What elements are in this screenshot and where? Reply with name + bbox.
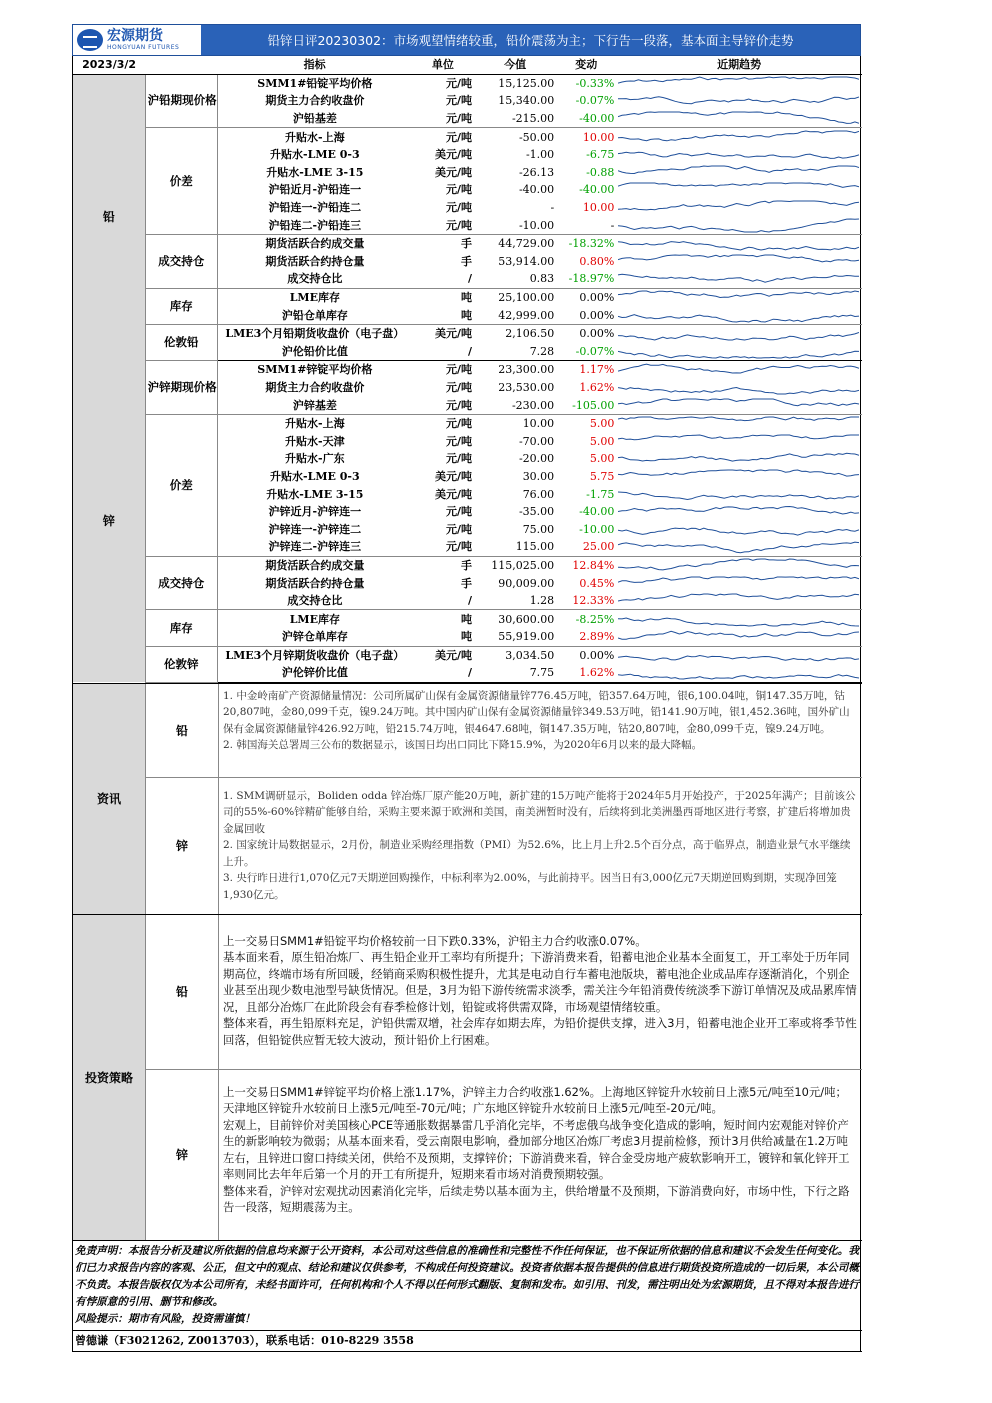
- value-cell: 44,729.00: [498, 237, 555, 251]
- value-cell: 90,009.00: [498, 576, 555, 590]
- indicator-cell: LME3个月锌期货收盘价（电子盘）: [225, 648, 405, 662]
- value-cell: 10.00: [522, 417, 555, 431]
- change-cell: 2.89%: [556, 628, 616, 646]
- trend-sparkline: [616, 592, 862, 610]
- trend-header: 近期趋势: [616, 56, 862, 74]
- sparkline-svg: [618, 557, 859, 574]
- sparkline-svg: [618, 217, 859, 234]
- indicator-cell: 期货活跃合约成交量: [265, 237, 365, 251]
- change-cell: -40.00: [556, 110, 616, 128]
- change-cell: -0.07%: [556, 343, 616, 361]
- indicator-cell: LME库存: [289, 291, 340, 305]
- change-cell: 12.84%: [572, 558, 615, 572]
- unit-cell: 元/吨: [445, 417, 472, 431]
- value-cell: 15,340.00: [498, 94, 555, 108]
- sparkline-svg: [618, 468, 859, 485]
- news-section: [73, 683, 862, 914]
- value-cell: 2,106.50: [505, 327, 555, 341]
- news-label: 资讯: [73, 684, 146, 914]
- strategy-lead-label: 铅: [146, 915, 219, 1069]
- unit-cell: 元/吨: [445, 434, 472, 448]
- change-cell: 1.17%: [579, 363, 615, 377]
- unit-cell: 元/吨: [412, 216, 474, 234]
- indicator-cell: 沪伦锌价比值: [217, 664, 411, 682]
- table-row: [73, 74, 862, 92]
- unit-cell: 手: [460, 254, 472, 268]
- unit-cell: 吨: [460, 612, 472, 626]
- indicator-cell: 升贴水-LME 3-15: [266, 165, 364, 179]
- trend-sparkline: [616, 520, 862, 538]
- change-cell: -18.32%: [568, 237, 615, 251]
- value-cell: 30.00: [522, 469, 555, 483]
- unit-cell: 元/吨: [445, 505, 472, 519]
- value-cell: -35.00: [518, 505, 555, 519]
- indicator-cell: 沪锌近月-沪锌连一: [268, 505, 362, 519]
- indicator-cell: 升贴水-上海: [285, 417, 345, 431]
- indicator-cell: 升贴水-LME 0-3: [270, 148, 360, 162]
- change-header: 变动: [556, 56, 616, 74]
- logo-emblem-icon: [77, 29, 103, 51]
- trend-sparkline: [616, 610, 862, 628]
- unit-cell: 吨: [460, 291, 472, 305]
- value-cell: 76.00: [522, 487, 555, 501]
- trend-sparkline: [616, 361, 862, 379]
- unit-cell: 元/吨: [445, 522, 472, 536]
- trend-sparkline: [616, 199, 862, 217]
- trend-sparkline: [616, 306, 862, 324]
- value-cell: 15,125.00: [498, 76, 555, 90]
- indicator-cell: 成交持仓比: [217, 270, 411, 288]
- news-lead-paragraph: 2. 韩国海关总署周三公布的数据显示，该国日均出口同比下降15.9%，为2020年6月以来的最大降幅。: [223, 739, 703, 752]
- report-header: [72, 24, 861, 56]
- indicator-cell: 沪铅仓单库存: [217, 306, 411, 324]
- news-zinc-label: 锌: [146, 778, 219, 914]
- change-cell: 0.00%: [579, 327, 615, 341]
- unit-cell: 吨: [412, 628, 474, 646]
- sparkline-svg: [618, 647, 859, 664]
- strategy-zinc-row: [146, 1070, 862, 1240]
- change-cell: -105.00: [556, 396, 616, 414]
- news-zinc-paragraph: 2. 国家统计局数据显示，2月份，制造业采购经理指数（PMI）为52.6%，比上月上升2.5个百分点，高于临界点，制造业景气水平继续上升。: [223, 839, 851, 868]
- change-cell: 0.45%: [579, 576, 615, 590]
- indicator-cell: 期货主力合约收盘价: [265, 380, 365, 394]
- unit-cell: 元/吨: [412, 538, 474, 556]
- change-cell: 0.80%: [579, 254, 615, 268]
- strategy-lead-text: [219, 915, 862, 1069]
- change-cell: -10.00: [579, 522, 615, 536]
- change-cell: -8.25%: [575, 612, 615, 626]
- indicator-cell: 沪锌连一-沪锌连二: [268, 522, 362, 536]
- change-cell: 5.00: [589, 434, 615, 448]
- change-cell: -6.75: [586, 148, 615, 162]
- unit-cell: 美元/吨: [434, 487, 472, 501]
- sparkline-svg: [618, 253, 859, 270]
- indicator-cell: LME库存: [289, 612, 340, 626]
- sparkline-svg: [618, 628, 859, 645]
- value-cell: 7.28: [474, 343, 556, 361]
- group-label: 沪铅期现价格: [145, 74, 217, 128]
- table-row: [73, 324, 862, 342]
- unit-cell: 美元/吨: [434, 648, 472, 662]
- unit-cell: 元/吨: [412, 396, 474, 414]
- trend-sparkline: [616, 234, 862, 252]
- indicator-cell: 期货活跃合约持仓量: [265, 576, 365, 590]
- change-cell: 0.00%: [579, 648, 615, 662]
- change-cell: -40.00: [579, 505, 615, 519]
- trend-sparkline: [616, 181, 862, 199]
- sparkline-svg: [618, 611, 859, 628]
- indicator-cell: 升贴水-LME 0-3: [270, 469, 360, 483]
- value-header: 今值: [474, 56, 556, 74]
- unit-cell: 美元/吨: [434, 327, 472, 341]
- value-cell: -215.00: [474, 110, 556, 128]
- trend-sparkline: [616, 538, 862, 556]
- trend-sparkline: [616, 216, 862, 234]
- change-cell: -0.07%: [575, 94, 615, 108]
- sparkline-svg: [618, 664, 859, 681]
- change-cell: -0.88: [586, 165, 615, 179]
- value-cell: -70.00: [518, 434, 555, 448]
- sparkline-svg: [618, 129, 859, 146]
- data-table: [73, 56, 862, 683]
- change-cell: 5.75: [589, 469, 615, 483]
- section-label: 锌: [73, 361, 145, 683]
- indicator-cell: 沪锌仓单库存: [217, 628, 411, 646]
- indicator-cell: 升贴水-广东: [285, 452, 345, 466]
- company-logo: [73, 25, 201, 55]
- unit-cell: 手: [460, 558, 472, 572]
- value-cell: 115,025.00: [491, 558, 555, 572]
- group-label: 沪锌期现价格: [145, 361, 217, 415]
- unit-cell: 元/吨: [412, 110, 474, 128]
- strategy-zinc-text: [219, 1070, 862, 1240]
- news-lead-text: [219, 684, 862, 777]
- sparkline-svg: [618, 235, 859, 252]
- trend-sparkline: [616, 556, 862, 574]
- indicator-cell: SMM1#锌锭平均价格: [257, 363, 373, 377]
- unit-cell: 元/吨: [445, 130, 472, 144]
- trend-sparkline: [616, 646, 862, 664]
- strategy-lead-paragraph: 基本面来看，原生铅冶炼厂、再生铅企业开工率均有所提升；下游消费来看，铅蓄电池企业基本全面复工，开工率处于历年同期高位，终端市场有所回暖，经销商采购积极性提升，尤其是电动自行车蓄电池版块，蓄电池企业成品库存逐渐消化，个别企业甚至出现少数电池型号缺货情况。但是，3月为铅下游传统需求淡季，需关注今年铅消费传统淡季下游订单情况及成品累库情况，且部分冶炼厂在此阶段会有春季检修计划，铅锭或将供需双降，市场观望情绪较重。: [223, 950, 857, 1014]
- indicator-cell: SMM1#铅锭平均价格: [257, 76, 373, 90]
- strategy-label: 投资策略: [73, 915, 146, 1240]
- trend-sparkline: [616, 503, 862, 521]
- indicator-cell: 沪锌基差: [217, 396, 411, 414]
- risk-warning: 风险提示：期市有风险，投资需谨慎！: [75, 1312, 256, 1325]
- group-label: 伦敦锌: [145, 646, 217, 682]
- unit-cell: 元/吨: [445, 363, 472, 377]
- strategy-zinc-paragraph: 整体来看，沪锌对宏观扰动因素消化完毕，后续走势以基本面为主，供给增量不及预期，下游消费向好，市场中性，下行之路告一段落，短期震荡为主。: [223, 1183, 850, 1215]
- sparkline-svg: [618, 397, 859, 414]
- value-cell: 25,100.00: [498, 291, 555, 305]
- change-cell: 0.00%: [579, 291, 615, 305]
- unit-cell: 美元/吨: [434, 148, 472, 162]
- value-cell: 0.83: [474, 270, 556, 288]
- change-cell: -: [556, 216, 616, 234]
- trend-sparkline: [616, 450, 862, 468]
- table-row: [73, 414, 862, 432]
- news-zinc-row: [146, 778, 862, 914]
- value-cell: 115.00: [474, 538, 556, 556]
- value-cell: -: [550, 201, 555, 215]
- sparkline-svg: [618, 538, 859, 555]
- change-cell: 10.00: [582, 201, 615, 215]
- group-label: 价差: [145, 128, 217, 235]
- section-label: 铅: [73, 74, 145, 361]
- table-row: [73, 361, 862, 379]
- sparkline-svg: [618, 521, 859, 538]
- value-cell: 1.28: [474, 592, 556, 610]
- strategy-zinc-label: 锌: [146, 1070, 219, 1240]
- strategy-lead-paragraph: 上一交易日SMM1#铅锭平均价格较前一日下跌0.33%，沪铅主力合约收涨0.07%。: [223, 933, 647, 948]
- disclaimer-text: 免责声明：本报告分析及建议所依据的信息均来源于公开资料，本公司对这些信息的准确性和完整性不作任何保证，也不保证所依据的信息和建议不会发生任何变化。我们已力求报告内容的客观、公正，但文中的观点、结论和建议仅供参考，不构成任何投资建议。投资者依据本报告提供的信息进行期货投资所造成的一切后果，本公司概不负责。本报告版权仅为本公司所有，未经书面许可，任何机构和个人不得以任何形式翻版、复制和发布。如引用、刊发，需注明出处为宏源期货，且不得对本报告进行有悖原意的引用、删节和修改。: [75, 1244, 859, 1308]
- sparkline-svg: [618, 110, 859, 127]
- indicator-cell: 升贴水-LME 3-15: [266, 487, 364, 501]
- unit-cell: 元/吨: [445, 76, 472, 90]
- sparkline-svg: [618, 92, 859, 109]
- unit-cell: 元/吨: [445, 452, 472, 466]
- value-cell: 3,034.50: [505, 648, 555, 662]
- indicator-cell: 期货活跃合约成交量: [265, 558, 365, 572]
- disclaimer: [73, 1240, 862, 1330]
- sparkline-svg: [618, 289, 859, 306]
- unit-cell: /: [412, 343, 474, 361]
- value-cell: 75.00: [522, 522, 555, 536]
- trend-sparkline: [616, 574, 862, 592]
- change-cell: -1.75: [586, 487, 615, 501]
- trend-sparkline: [616, 253, 862, 271]
- date-header: 2023/3/2: [73, 56, 145, 74]
- unit-header: 单位: [412, 56, 474, 74]
- indicator-cell: 沪伦铅价比值: [217, 343, 411, 361]
- indicator-cell: 沪铅连一-沪铅连二: [268, 201, 362, 215]
- sparkline-svg: [618, 592, 859, 609]
- change-cell: 1.62%: [579, 380, 615, 394]
- trend-sparkline: [616, 379, 862, 397]
- trend-sparkline: [616, 343, 862, 361]
- trend-sparkline: [616, 432, 862, 450]
- change-cell: 10.00: [582, 130, 615, 144]
- trend-sparkline: [616, 110, 862, 128]
- group-label: 价差: [145, 414, 217, 556]
- table-row: [73, 288, 862, 306]
- sparkline-svg: [618, 361, 859, 378]
- indicator-cell: 沪铅连二-沪铅连三: [217, 216, 411, 234]
- sparkline-svg: [618, 307, 859, 324]
- logo-cn-text: 宏源期货: [107, 28, 163, 44]
- change-cell: 12.33%: [556, 592, 616, 610]
- trend-sparkline: [616, 164, 862, 182]
- trend-sparkline: [616, 288, 862, 306]
- value-cell: -50.00: [518, 130, 555, 144]
- trend-sparkline: [616, 628, 862, 646]
- value-cell: 30,600.00: [498, 612, 555, 626]
- trend-sparkline: [616, 664, 862, 682]
- table-row: [73, 128, 862, 146]
- unit-cell: 吨: [412, 306, 474, 324]
- sparkline-svg: [618, 181, 859, 198]
- value-cell: -230.00: [474, 396, 556, 414]
- value-cell: 53,914.00: [498, 254, 555, 268]
- change-cell: -40.00: [579, 183, 615, 197]
- sparkline-svg: [618, 146, 859, 163]
- sparkline-svg: [618, 575, 859, 592]
- trend-sparkline: [616, 92, 862, 110]
- news-zinc-paragraph: 1. SMM调研显示，Boliden odda 锌冶炼厂原产能20万吨，新扩建的15万吨产能将于2024年5月开始投产，于2025年满产；目前该公司的55%-60%锌精矿能够自给，采购主要来源于欧洲和美国，南美洲暂时没有，后续将到北美洲墨西哥地区进行考察，扩建后将增加贵金属回收: [223, 789, 856, 835]
- sparkline-svg: [618, 164, 859, 181]
- table-row: [73, 234, 862, 252]
- strategy-lead-row: [146, 915, 862, 1070]
- trend-sparkline: [616, 128, 862, 146]
- indicator-cell: 成交持仓比: [217, 592, 411, 610]
- strategy-zinc-paragraph: 上一交易日SMM1#锌锭平均价格上涨1.17%，沪锌主力合约收涨1.62%。上海地区锌锭升水较前日上涨5元/吨至10元/吨；天津地区锌锭升水较前日上涨5元/吨至-70元/吨；广东地区锌锭升水较前日上涨5元/吨至-20元/吨。: [223, 1084, 847, 1116]
- trend-sparkline: [616, 146, 862, 164]
- unit-cell: 元/吨: [445, 183, 472, 197]
- value-cell: -1.00: [525, 148, 555, 162]
- group-label: 库存: [145, 288, 217, 324]
- trend-sparkline: [616, 270, 862, 288]
- value-cell: 23,300.00: [498, 363, 555, 377]
- strategy-zinc-paragraph: 宏观上，目前锌价对美国核心PCE等通胀数据暴雷几乎消化完毕，不考虑俄乌战争变化造成的影响，短时间内宏观能对锌价产生的新影响较为微弱；从基本面来看，受云南限电影响，叠加部分地区冶炼厂考虑3月提前检修，预计3月供给减量在1.2万吨左右，且锌进口窗口持续关闭，供给不及预期，支撑锌价；下游消费来看，锌合金受房地产疲软影响开工，镀锌和氧化锌开工率则同比去年年后第一个月的开工有所提升，短期来看市场对消费预期较强。: [223, 1117, 850, 1182]
- strategy-section: [73, 914, 862, 1240]
- sparkline-svg: [618, 379, 859, 396]
- unit-cell: 元/吨: [445, 94, 472, 108]
- unit-cell: /: [412, 664, 474, 682]
- group-label: 伦敦铅: [145, 324, 217, 360]
- group-label: 成交持仓: [145, 556, 217, 610]
- unit-cell: 元/吨: [445, 201, 472, 215]
- sparkline-svg: [618, 325, 859, 342]
- indicator-cell: 沪锌连二-沪锌连三: [217, 538, 411, 556]
- value-cell: -26.13: [518, 165, 555, 179]
- change-cell: 5.00: [589, 452, 615, 466]
- trend-sparkline: [616, 414, 862, 432]
- sparkline-svg: [618, 270, 859, 287]
- change-cell: 1.62%: [556, 664, 616, 682]
- unit-cell: 手: [460, 237, 472, 251]
- sparkline-svg: [618, 486, 859, 503]
- change-cell: -0.33%: [575, 76, 615, 90]
- trend-sparkline: [616, 74, 862, 92]
- news-lead-row: [146, 684, 862, 778]
- change-cell: 25.00: [556, 538, 616, 556]
- sparkline-svg: [618, 415, 859, 432]
- value-cell: 7.75: [474, 664, 556, 682]
- unit-cell: 元/吨: [445, 380, 472, 394]
- indicator-cell: 沪铅基差: [217, 110, 411, 128]
- unit-cell: 美元/吨: [434, 165, 472, 179]
- logo-en-text: HONGYUAN FUTURES: [107, 44, 180, 51]
- news-zinc-paragraph: 3. 央行昨日进行1,070亿元7天期逆回购操作，中标利率为2.00%，与此前持平。因当日有3,000亿元7天期逆回购到期，实现净回笼1,930亿元。: [223, 872, 837, 901]
- indicator-cell: 沪铅近月-沪铅连一: [268, 183, 362, 197]
- unit-cell: /: [412, 270, 474, 288]
- unit-cell: 手: [460, 576, 472, 590]
- trend-sparkline: [616, 324, 862, 342]
- indicator-header: 指标: [217, 56, 411, 74]
- group-label: 成交持仓: [145, 234, 217, 288]
- group-label: 库存: [145, 610, 217, 646]
- value-cell: -10.00: [474, 216, 556, 234]
- value-cell: -20.00: [518, 452, 555, 466]
- trend-sparkline: [616, 468, 862, 486]
- blank-header: [145, 56, 217, 74]
- sparkline-svg: [618, 503, 859, 520]
- strategy-lead-paragraph: 整体来看，再生铅原料充足，沪铅供需双增，社会库存如期去库，为铅价提供支撑，进入3月，铅蓄电池企业开工率或将季节性回落，但铅锭供应暂无较大波动，预计铅价上行困难。: [223, 1016, 857, 1047]
- table-row: [73, 610, 862, 628]
- sparkline-svg: [618, 343, 859, 360]
- trend-sparkline: [616, 485, 862, 503]
- indicator-cell: 期货活跃合约持仓量: [265, 254, 365, 268]
- analyst-contact: 曾德谦（F3021262, Z0013703），联系电话：010-8229 3558: [73, 1330, 862, 1352]
- report-page: [72, 24, 861, 1352]
- value-cell: 23,530.00: [498, 380, 555, 394]
- value-cell: -40.00: [518, 183, 555, 197]
- unit-cell: 美元/吨: [434, 469, 472, 483]
- value-cell: 55,919.00: [474, 628, 556, 646]
- value-cell: 42,999.00: [474, 306, 556, 324]
- change-cell: 0.00%: [556, 306, 616, 324]
- sparkline-svg: [618, 199, 859, 216]
- news-zinc-text: [219, 778, 862, 914]
- table-header-row: [73, 56, 862, 74]
- indicator-cell: 升贴水-上海: [285, 130, 345, 144]
- sparkline-svg: [618, 433, 859, 450]
- table-row: [73, 556, 862, 574]
- report-title: 铅锌日评20230302：市场观望情绪较重，铅价震荡为主；下行告一段落，基本面主导锌价走势: [267, 33, 794, 48]
- trend-sparkline: [616, 396, 862, 414]
- news-lead-paragraph: 1. 中金岭南矿产资源储量情况：公司所属矿山保有金属资源储量锌776.45万吨，铅357.64万吨，银6,100.04吨，铜147.35万吨，钴20,807吨，金80,099千克，镍9.24万吨。其中国内矿山保有金属资源储量锌349.53万吨，铅141.90万吨，银1,452.36吨，国外矿山保有金属资源储量锌426.92万吨，铅215.74万吨，银4647.68吨，铜147.35万吨，钴20,807吨，金80,099千克，镍9.24万吨。: [223, 689, 850, 735]
- sparkline-svg: [618, 75, 859, 92]
- indicator-cell: 升贴水-天津: [285, 434, 345, 448]
- table-row: [73, 646, 862, 664]
- indicator-cell: LME3个月铅期货收盘价（电子盘）: [225, 327, 405, 341]
- change-cell: -18.97%: [556, 270, 616, 288]
- unit-cell: /: [412, 592, 474, 610]
- indicator-cell: 期货主力合约收盘价: [265, 94, 365, 108]
- news-lead-label: 铅: [146, 684, 219, 777]
- sparkline-svg: [618, 450, 859, 467]
- change-cell: 5.00: [589, 417, 615, 431]
